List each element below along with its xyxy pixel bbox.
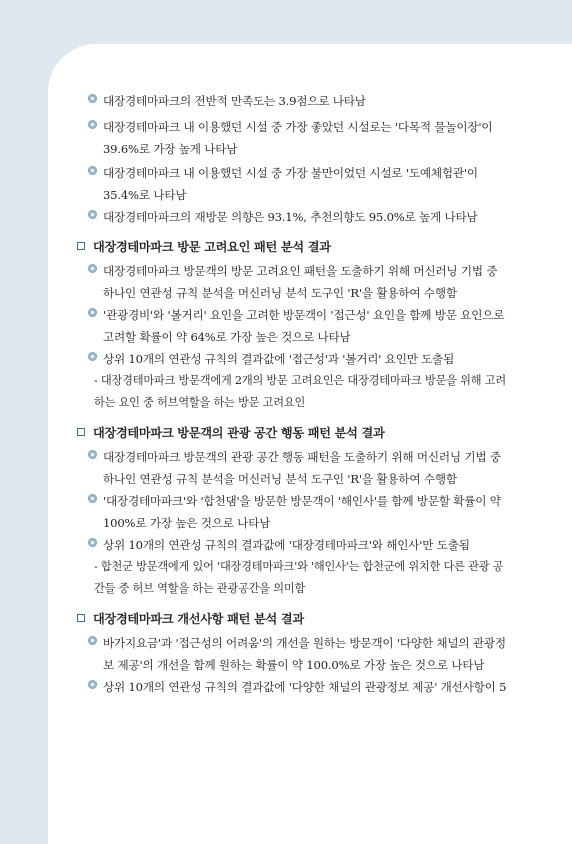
bullet-text: 대장경테마파크 방문객의 관광 공간 행동 패턴을 도출하기 위해 머신러닝 기법 중 하나인 연관성 규칙 분석을 머신러닝 분석 도구인 'R'을 활용하여 수행함	[103, 450, 501, 486]
bullet-text: 상위 10개의 연관성 규칙의 결과값에 '다양한 채널의 관광정보 제공' 개선사항이 5	[103, 680, 507, 694]
square-bullet-icon	[77, 428, 85, 436]
sub-item	[94, 370, 508, 414]
bullet-text: 바가지요금'과 '접근성의 어려움'의 개선을 원하는 방문객이 '다양한 채널의 관광정 보 제공'의 개선을 함께 원하는 확률이 약 100.0%로 가장 높은 것으로 나타남	[103, 636, 506, 672]
bullet-text: 대장경테마파크 내 이용했던 시설 중 가장 좋았던 시설로는 '다목적 물놀이장'이 39.6%로 가장 높게 나타남	[103, 120, 493, 156]
list-item	[88, 348, 517, 370]
bullet-text: '대장경테마파크'와 '합천댐'을 방문한 방문객이 '해인사'를 함께 방문할 확률이 약 100%로 가장 높은 것으로 나타남	[103, 494, 501, 530]
bullet-icon	[88, 352, 97, 361]
bullet-icon	[88, 538, 97, 547]
sub-item	[94, 556, 508, 600]
list-item	[88, 304, 517, 348]
bullet-text: 대장경테마파크 내 이용했던 시설 중 가장 불만이었던 시설로 '도예체험관'이 35.4%로 나타남	[103, 166, 478, 202]
sub-item-text: - 대장경테마파크 방문객에게 2개의 방문 고려요인은 대장경테마파크 방문을 위해 고려 하는 요인 중 허브역할을 하는 방문 고려요인	[94, 374, 506, 409]
bullet-icon	[88, 94, 97, 103]
bullet-icon	[88, 120, 97, 129]
bullet-text: '관광경비'와 '볼거리' 요인을 고려한 방문객이 '접근성' 요인을 함께 방문 요인으로 고려할 확률이 약 64%로 가장 높은 것으로 나타남	[103, 308, 505, 344]
bullet-icon	[88, 636, 97, 645]
bullet-icon	[88, 264, 97, 273]
list-item	[88, 206, 509, 228]
list-item	[88, 534, 517, 556]
list-item	[88, 676, 517, 698]
section-heading-text: 대장경테마파크 개선사항 패턴 분석 결과	[93, 612, 304, 626]
bullet-icon	[88, 308, 97, 317]
list-item	[88, 490, 517, 534]
square-bullet-icon	[77, 242, 85, 250]
list-item	[88, 162, 509, 206]
list-item	[88, 116, 509, 160]
section-heading	[77, 610, 304, 628]
list-item	[88, 446, 517, 490]
section-heading	[77, 238, 331, 256]
list-item	[88, 632, 517, 676]
bullet-text: 상위 10개의 연관성 규칙의 결과값에 '대장경테마파크'와 해인사'만 도출됨	[103, 538, 470, 552]
bullet-icon	[88, 450, 97, 459]
bullet-icon	[88, 210, 97, 219]
section-heading	[77, 424, 384, 442]
bullet-text: 대장경테마파크의 전반적 만족도는 3.9점으로 나타남	[103, 94, 366, 108]
square-bullet-icon	[77, 614, 85, 622]
document-page	[48, 44, 572, 844]
sub-item-text: - 합천군 방문객에게 있어 '대장경테마파크'와 '해인사'는 합천군에 위치한 다른 관광 공 간들 중 허브 역할을 하는 관광공간을 의미함	[94, 560, 504, 595]
bullet-icon	[88, 680, 97, 689]
section-heading-text: 대장경테마파크 방문객의 관광 공간 행동 패턴 분석 결과	[93, 426, 385, 440]
bullet-text: 대장경테마파크의 재방문 의향은 93.1%, 추천의향도 95.0%로 높게 나타남	[103, 210, 478, 224]
bullet-icon	[88, 166, 97, 175]
bullet-text: 상위 10개의 연관성 규칙의 결과값에 '접근성'과 '볼거리' 요인만 도출됨	[103, 352, 455, 366]
list-item	[88, 260, 517, 304]
section-heading-text: 대장경테마파크 방문 고려요인 패턴 분석 결과	[93, 240, 331, 254]
list-item	[88, 90, 509, 112]
bullet-icon	[88, 494, 97, 503]
bullet-text: 대장경테마파크 방문객의 방문 고려요인 패턴을 도출하기 위해 머신러닝 기법 중 하나인 연관성 규칙 분석을 머신러닝 분석 도구인 'R'을 활용하여 수행함	[103, 264, 498, 300]
